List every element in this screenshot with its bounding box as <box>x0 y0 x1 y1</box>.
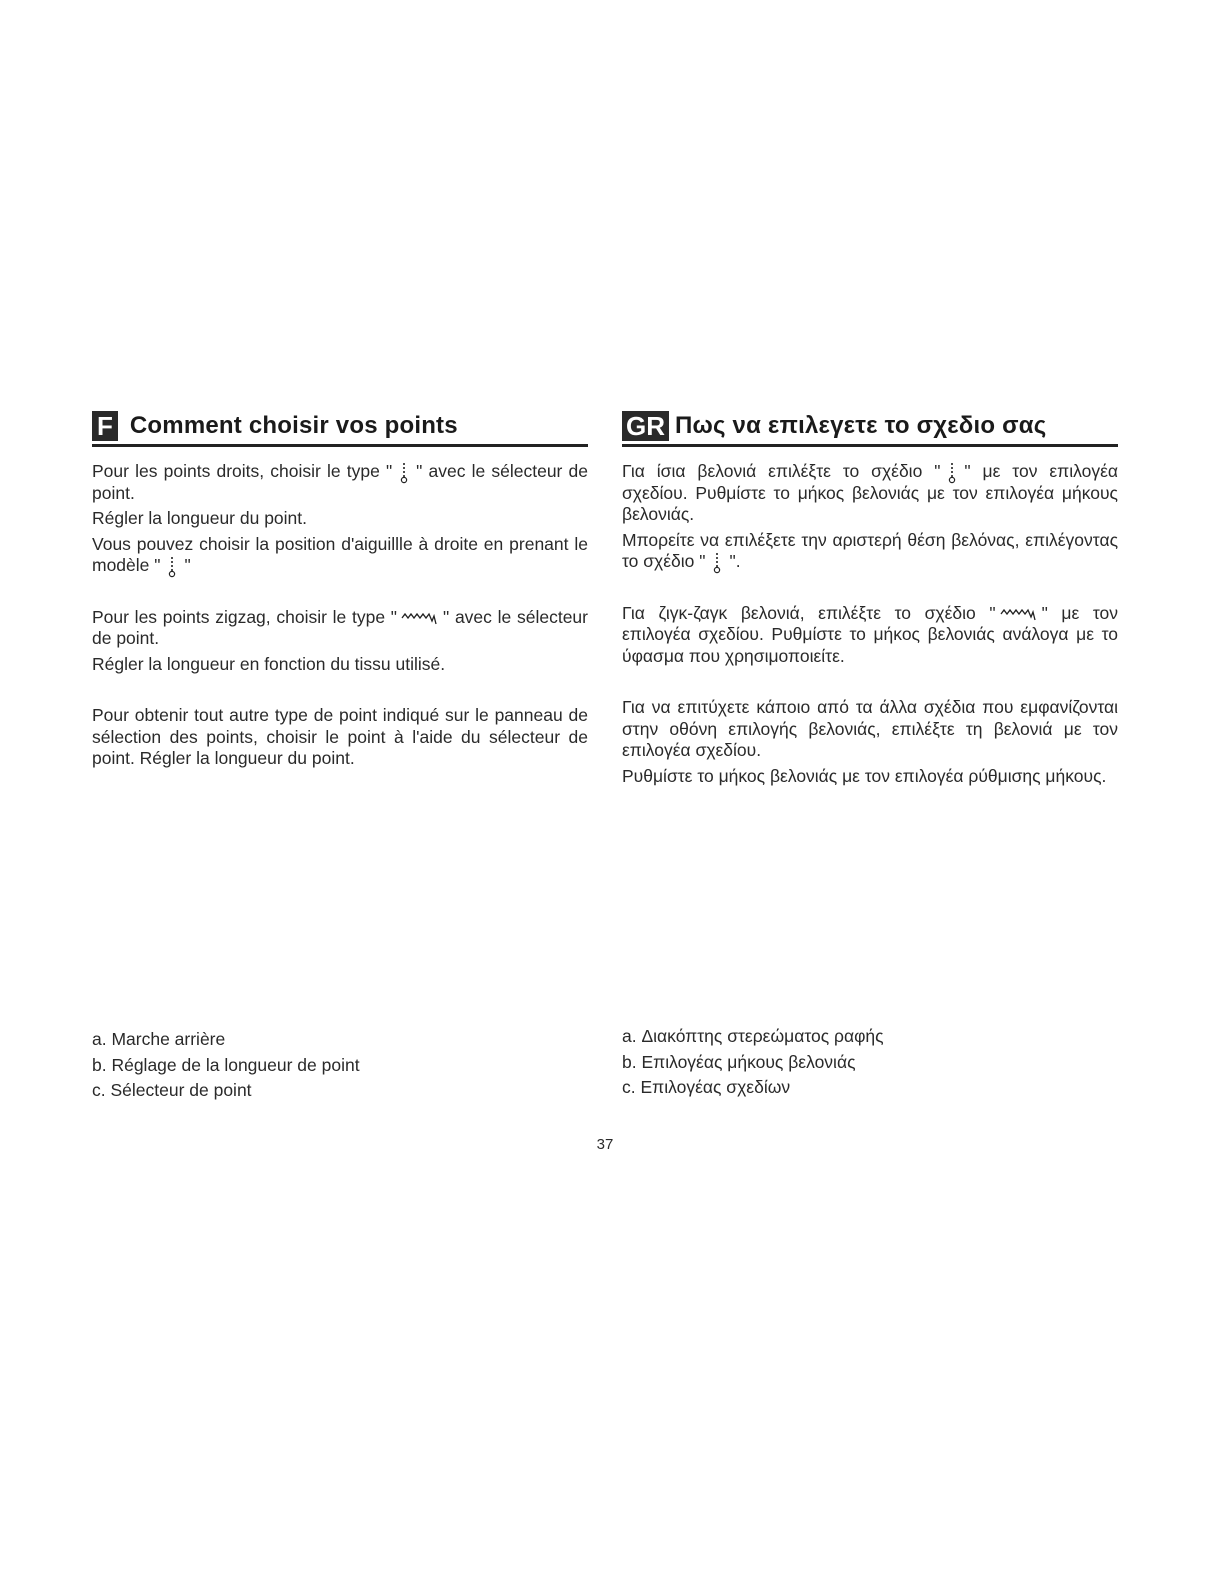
text-span: " avec le sélecteur de point. <box>92 461 588 503</box>
greek-paragraph <box>622 530 1118 573</box>
straight-stitch-icon <box>163 556 181 576</box>
french-paragraph <box>92 461 588 504</box>
greek-title: Πως να επιλεγετε το σχεδιο σας <box>675 412 1047 439</box>
text-span: ". <box>729 551 741 571</box>
legend-item: c. Sélecteur de point <box>92 1080 252 1100</box>
legend-item: a. Marche arrière <box>92 1029 226 1049</box>
text-span: " avec le sélecteur de point. <box>92 606 588 648</box>
french-paragraph: Régler la longueur du point. <box>92 508 308 528</box>
greek-paragraph: Ρυθμίστε το μήκος βελονιάς με τον επιλογέα ρύθμισης μήκους. <box>622 765 1107 786</box>
straight-stitch-icon <box>943 462 961 482</box>
legend-item: b. Επιλογέας μήκους βελονιάς <box>622 1051 856 1072</box>
straight-stitch-icon <box>708 552 726 572</box>
zigzag-stitch-icon <box>400 608 440 628</box>
greek-body <box>622 461 1118 787</box>
greek-paragraph: Για να επιτύχετε κάποιο από τα άλλα σχέδια που εμφανίζονται στην οθόνη επιλογής βελονιάς, επιλέξτε τη βελονιά με τον επιλογέα σχεδίου. <box>622 697 1118 760</box>
legend-item: b. Réglage de la longueur de point <box>92 1054 360 1075</box>
text-span: Για ζιγκ-ζαγκ βελονιά, επιλέξτε το σχέδιο " <box>622 602 996 623</box>
language-badge-f: F <box>92 411 118 441</box>
text-span: Μπορείτε να επιλέξετε την αριστερή θέση βελόνας, επιλέγοντας το σχέδιο " <box>622 529 1118 571</box>
legend-item: a. Διακόπτης στερεώματος ραφής <box>622 1026 884 1046</box>
french-paragraph <box>92 607 588 650</box>
greek-paragraph <box>622 603 1118 668</box>
french-legend <box>92 1027 360 1104</box>
french-paragraph <box>92 534 588 577</box>
text-span: Vous pouvez choisir la position d'aiguillle à droite en prenant le modèle " <box>92 533 588 575</box>
french-heading <box>92 410 588 447</box>
greek-paragraph <box>622 461 1118 526</box>
french-paragraph: Pour obtenir tout autre type de point indiqué sur le panneau de sélection des points, choisir le point à l'aide du sélecteur de point. Régler la longueur du point. <box>92 705 588 768</box>
french-title: Comment choisir vos points <box>129 412 458 439</box>
greek-section <box>622 410 1118 791</box>
text-span: " με τον επιλογέα σχεδίου. Ρυθμίστε το μήκος βελονιάς ανάλογα με το ύφασμα που χρησιμοποιείτε. <box>622 602 1119 666</box>
text-span: Για ίσια βελονιά επιλέξτε το σχέδιο " <box>622 461 941 481</box>
greek-legend <box>622 1024 884 1101</box>
text-span: " <box>184 555 191 575</box>
straight-stitch-icon <box>395 462 413 482</box>
language-badge-gr: GR <box>622 411 669 441</box>
greek-heading <box>622 410 1118 447</box>
page-number: 37 <box>596 1136 614 1153</box>
text-span: " με τον επιλογέα σχεδίου. Ρυθμίστε το μήκος βελονιάς με τον επιλογέα μήκους βελονιάς. <box>622 461 1118 524</box>
french-paragraph: Régler la longueur en fonction du tissu utilisé. <box>92 653 446 674</box>
french-section <box>92 410 588 774</box>
legend-item: c. Επιλογέας σχεδίων <box>622 1077 791 1097</box>
text-span: Pour les points droits, choisir le type " <box>92 461 393 481</box>
zigzag-stitch-icon <box>999 604 1039 624</box>
text-span: Pour les points zigzag, choisir le type " <box>92 606 398 627</box>
french-body <box>92 461 588 770</box>
